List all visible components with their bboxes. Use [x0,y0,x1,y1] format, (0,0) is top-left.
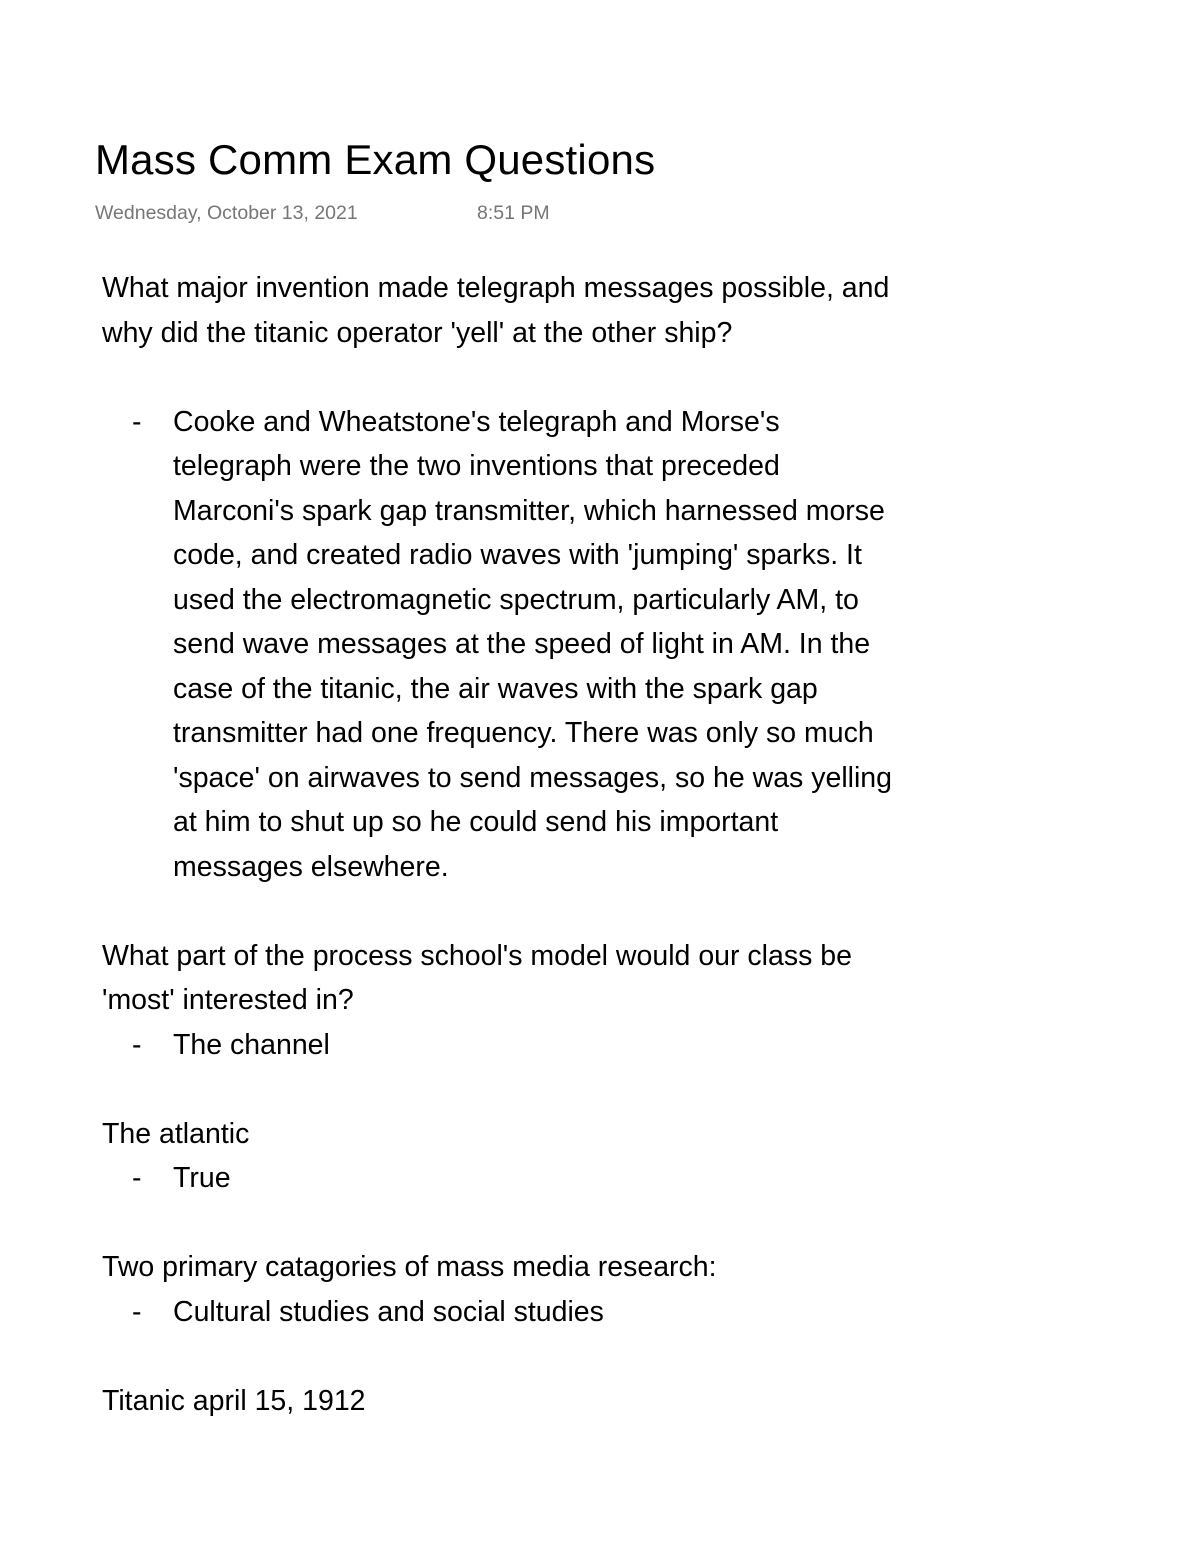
question-2: What part of the process school's model would our class be 'most' interested in? [102,939,852,1016]
question-1: What major invention made telegraph messages possible, and why did the titanic operator 'yell' at the other ship? [102,272,890,349]
bullet-dash: - [132,1162,142,1194]
bullet-dash: - [132,1295,142,1328]
answer-1 [102,400,1062,890]
note-date: Wednesday, October 13, 2021 [95,202,358,224]
final-note: Titanic april 15, 1912 [102,1384,366,1417]
bullet-dash: - [132,1028,142,1061]
answer-2-text: The channel [173,1028,330,1061]
note-time: 8:51 PM [477,202,550,224]
bullet-dash: - [132,405,142,438]
question-3: The atlantic [102,1117,250,1150]
note-body [102,266,1062,1423]
answer-3-text: True [173,1162,231,1194]
page-title: Mass Comm Exam Questions [95,136,656,183]
answer-3 [102,1156,1062,1201]
answer-4-text: Cultural studies and social studies [173,1295,604,1328]
question-4: Two primary catagories of mass media research: [102,1251,717,1283]
answer-2 [102,1023,1062,1068]
answer-1-text: Cooke and Wheatstone's telegraph and Morse's telegraph were the two inventions that preceded Marconi's spark gap transmitter, which harnessed morse code, and created radio waves with 'jumping' sparks. It used the electromagnetic spectrum, particularly AM, to send wave messages at the speed of light in AM. In the case of the titanic, the air waves with the spark gap transmitter had one frequency. There was only so much 'space' on airwaves to send messages, so he was yelling at him to shut up so he could send his important messages elsewhere. [173,405,893,883]
note-timestamp [95,200,550,226]
answer-4 [102,1290,1062,1335]
